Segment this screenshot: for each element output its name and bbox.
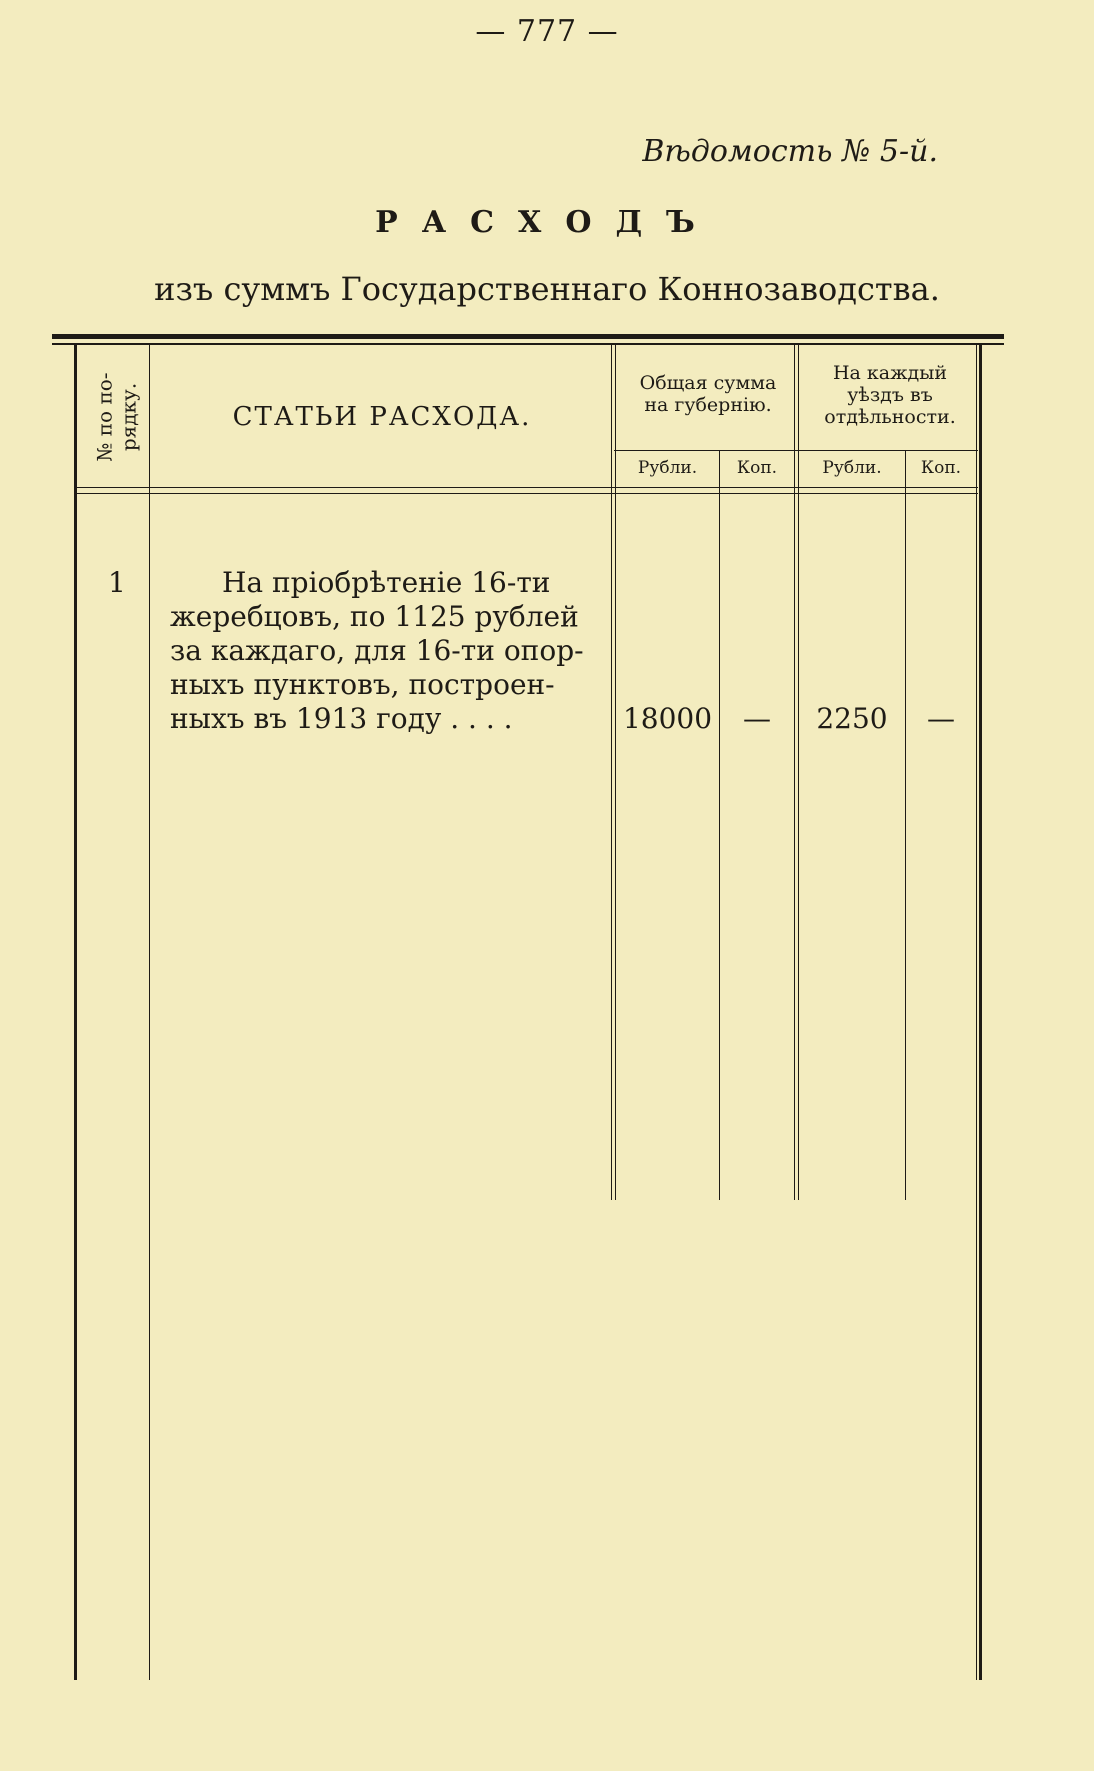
item-line: ныхъ пунктовъ, построен-: [170, 668, 555, 701]
right-border-a: [976, 345, 977, 1680]
header-uezd-rubles: Рубли.: [822, 458, 882, 478]
header-total-rubles: Рубли.: [637, 458, 698, 478]
header-items: СТАТЬИ РАСХОДА.: [232, 402, 532, 432]
header-bottom-rule-2: [74, 493, 978, 494]
item-line: ныхъ въ 1913 году . . . .: [170, 702, 513, 735]
group-divider-a: [794, 345, 795, 1200]
row-uezd-kopecks: —: [927, 702, 955, 735]
item-line: На пріобрѣтеніе 16-ти: [222, 566, 551, 599]
row-uezd-rubles: 2250: [816, 702, 888, 735]
page-title: РАСХОДЪ: [375, 205, 719, 240]
header-per-uezd-group: На каждый уѣздъ въ отдѣльности.: [824, 362, 956, 428]
table-top-rule: [52, 334, 1004, 339]
subheader-rule: [614, 450, 978, 451]
total-kop-divider: [719, 450, 720, 1200]
page-number: — 777 —: [475, 14, 619, 49]
row-total-rubles: 18000: [622, 702, 713, 735]
row-total-kopecks: —: [743, 702, 771, 735]
header-total-group: Общая сумма на губернію.: [639, 372, 777, 416]
row-item-description: [170, 566, 600, 736]
header-number-line1: № по по-: [93, 372, 118, 462]
header-total-kopecks: Коп.: [736, 458, 778, 478]
uezd-kop-divider: [905, 450, 906, 1200]
item-line: жеребцовъ, по 1125 рублей: [170, 600, 579, 633]
number-col-divider: [149, 345, 150, 1680]
left-border: [74, 345, 77, 1680]
header-bottom-rule: [74, 487, 978, 488]
table-top-rule-thin: [52, 343, 1004, 345]
right-border-b: [979, 345, 982, 1680]
header-number-line2: рядку.: [117, 382, 142, 452]
header-number-text: [93, 372, 141, 461]
item-line: за каждаго, для 16-ти опор-: [170, 634, 584, 667]
header-number: [82, 352, 152, 482]
header-uezd-kopecks: Коп.: [920, 458, 962, 478]
statement-label: Вѣдомость № 5-й.: [642, 134, 938, 169]
page-subtitle: изъ суммъ Государственнаго Коннозаводства.: [154, 270, 940, 308]
row-number: 1: [108, 566, 126, 599]
